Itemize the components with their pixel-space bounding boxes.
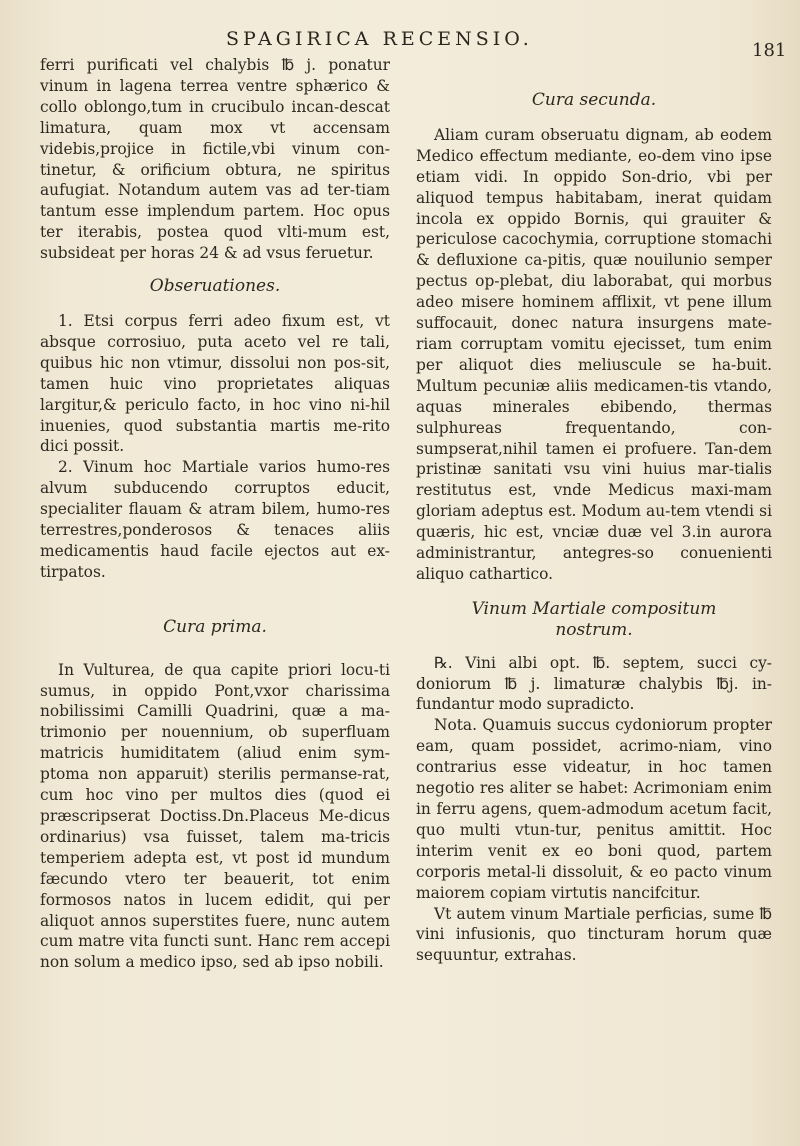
observation-2: 2. Vinum hoc Martiale varios humo-res alvum subducendo corruptos educit, specialiter flauam & atram bilem, humo-res terrestres,ponderosos & tenaces aliis medicamentis haud facile ejectos aut ex-tirpatos.: [40, 458, 390, 581]
heading-observationes: Obseruationes.: [149, 276, 281, 297]
paragraph-recipe: ℞. Vini albi opt. ℔. septem, succi cy-doniorum ℔ j. limaturæ chalybis ℔j. in-fundantur modo supradicto.: [416, 653, 772, 714]
paragraph-final: Vt autem vinum Martiale perficias, sume ℔ vini infusionis, quo tincturam horum quæ sequuntur, extrahas.: [416, 904, 772, 965]
right-column: [416, 90, 772, 966]
paragraph-cura-prima: In Vulturea, de qua capite priori locu-ti sumus, in oppido Pont,vxor charissima nobilissimi Camilli Quadrini, quæ a ma-trimonio per nouennium, ob superfluam matricis humiditatem (aliud enim sym-ptoma non apparuit) sterilis permanse-rat, cum hoc vino per multos dies (quod ei præscripserat Doctiss.Dn.Placeus Me-dicus ordinarius) vsa fuisset, talem ma-tricis temperiem adepta est, vt post id mundum fæcundo vtero ter beauerit, tot enim formosos natos in lucem edidit, qui per aliquot annos superstites fuere, nunc autem cum matre vita functi sunt. Hanc rem accepi non solum a medico ipso, sed ab ipso nobili.: [40, 660, 390, 972]
heading-vinum-martiale-line2: nostrum.: [555, 619, 633, 640]
running-title: SPAGIRICA RECENSIO.: [226, 28, 533, 50]
observation-1: 1. Etsi corpus ferri adeo fixum est, vt absque corrosiuo, puta aceto vel re tali, quibus hic non vtimur, dissolui non pos-sit, tamen huic vino proprietates aliquas largitur,& periculo facto, in hoc vino ni-hil inuenies, quod substantia martis me-rito dici possit.: [40, 311, 390, 456]
heading-cura-prima: Cura prima.: [163, 616, 267, 637]
page-number: 181: [752, 40, 787, 61]
paragraph-nota: Nota. Quamuis succus cydoniorum propter eam, quam possidet, acrimo-niam, vino contrarius esse videatur, in hoc tamen negotio res aliter se habet: Acrimoniam enim in ferru agens, quem-admodum acetum facit, quo multi vtun-tur, penitus amittit. Hoc interim venit ex eo boni quod, partem corporis metal-li dissoluit, & eo pacto vinum maiorem copiam virtutis nancifcitur.: [416, 716, 772, 902]
left-column: [40, 55, 390, 973]
heading-vinum-martiale: Vinum Martiale compositum: [471, 598, 717, 619]
paragraph-recipe-continuation: ferri purificati vel chalybis ℔ j. ponatur vinum in lagena terrea ventre sphærico & collo oblongo,tum in crucibulo incan-descat limatura, quam mox vt accensam videbis,projice in fictile,vbi vinum con-tinetur, & orificium obtura, ne spiritus aufugiat. Notandum autem vas ad ter-tiam tantum esse implendum partem. Hoc opus ter iterabis, postea quod vlti-mum est, subsideat per horas 24 & ad vsus feruetur.: [40, 56, 390, 263]
paragraph-cura-secunda: Aliam curam obseruatu dignam, ab eodem Medico effectum mediante, eo-dem vino ipse etiam vidi. In oppido Son-drio, vbi per aliquod tempus habitabam, inerat quidam incola ex oppido Bornis, qui grauiter & periculose cacochymia, corruptione stomachi & defluxione ca-pitis, quæ nouilunio semper pectus op-plebat, diu laborabat, qui morbus adeo misere hominem afflixit, vt pene illum suffocauit, donec natura insurgens mate-riam corruptam vomitu ejecisset, tum enim per aliquot dies meliuscule se ha-buit. Multum pecuniæ aliis medicamen-tis vtando, aquas minerales ebibendo, thermas sulphureas frequentando, con-sumpserat,nihil tamen ei profuere. Tan-dem pristinæ sanitati vsu vini huius mar-tialis restitutus est, vnde Medicus maxi-mam gloriam adeptus est. Modum au-tem vtendi si quæris, hic est, vnciæ duæ vel 3.in aurora administrantur, antegres-so conuenienti aliquo cathartico.: [416, 125, 772, 583]
heading-cura-secunda: Cura secunda.: [531, 90, 657, 110]
